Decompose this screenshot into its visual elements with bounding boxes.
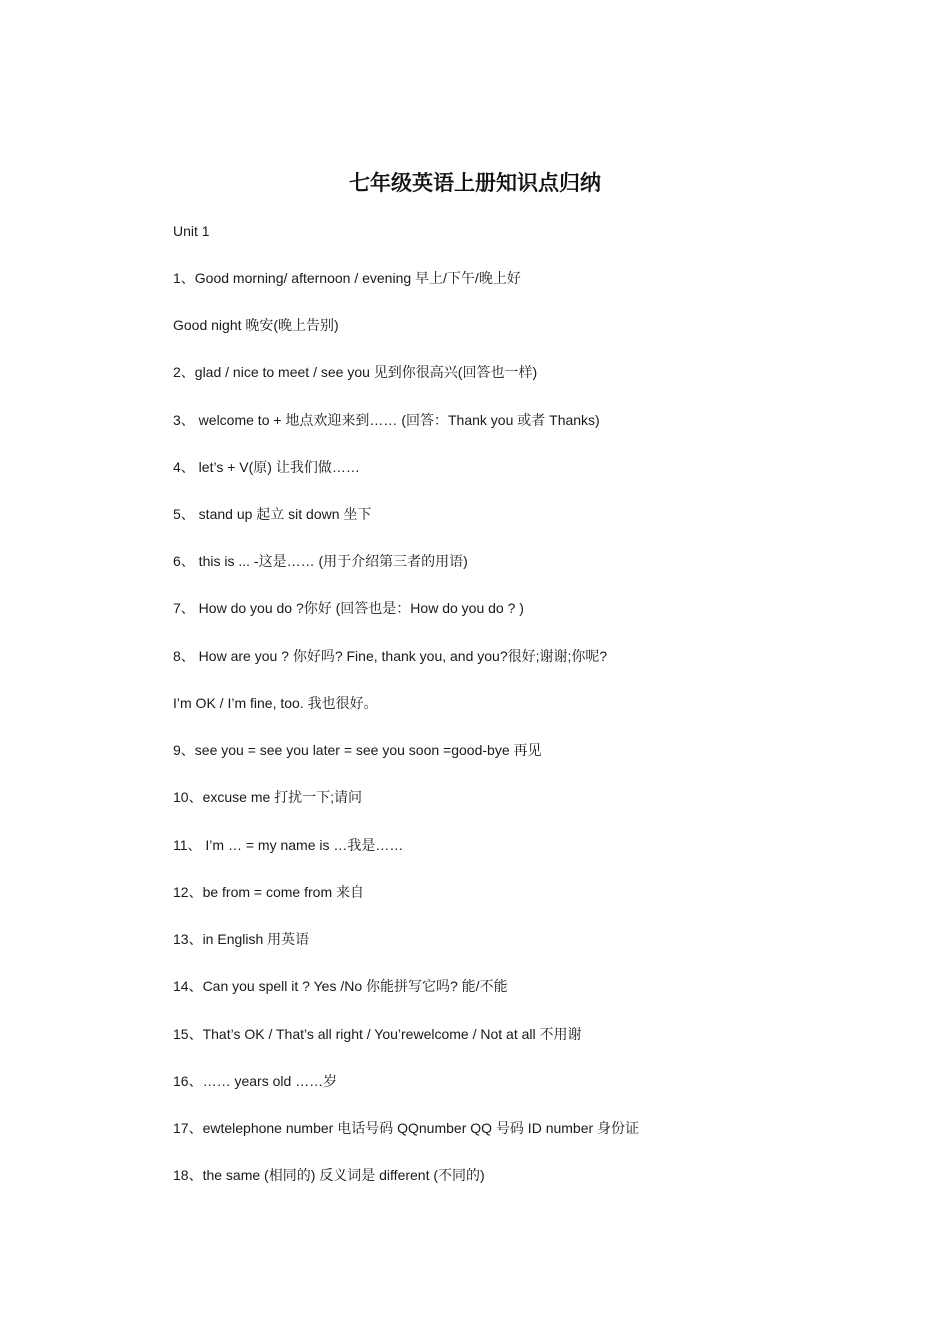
note-line: 15、That’s OK / That’s all right / You’rewelcome / Not at all 不用谢 — [173, 1026, 582, 1042]
note-line: 6、 this is ... -这是…… (用于介绍第三者的用语) — [173, 553, 468, 569]
note-line: 2、glad / nice to meet / see you 见到你很高兴(回答也一样) — [173, 364, 538, 380]
note-line: 13、in English 用英语 — [173, 931, 310, 947]
note-line: 14、Can you spell it ? Yes /No 你能拼写它吗? 能/不能 — [173, 978, 508, 994]
note-line: Good night 晚安(晚上告别) — [173, 317, 339, 333]
note-line: 4、 let’s + V(原) 让我们做…… — [173, 459, 360, 475]
unit-heading: Unit 1 — [173, 223, 210, 239]
note-line: 11、 I’m … = my name is …我是…… — [173, 837, 404, 853]
note-line: I’m OK / I’m fine, too. 我也很好。 — [173, 695, 378, 711]
note-line: 7、 How do you do ?你好 (回答也是：How do you do ? ) — [173, 600, 524, 616]
note-line: 12、be from = come from 来自 — [173, 884, 365, 900]
note-line: 8、 How are you ? 你好吗? Fine, thank you, and you?很好;谢谢;你呢? — [173, 648, 608, 664]
document-title: 七年级英语上册知识点归纳 — [349, 170, 601, 195]
note-line: 3、 welcome to + 地点欢迎来到…… (回答：Thank you 或者 Thanks) — [173, 412, 600, 428]
note-line: 18、the same (相同的) 反义词是 different (不同的) — [173, 1167, 485, 1183]
note-line: 16、…… years old ……岁 — [173, 1073, 338, 1089]
note-line: 17、ewtelephone number 电话号码 QQnumber QQ 号码 ID number 身份证 — [173, 1120, 640, 1136]
note-line: 10、excuse me 打扰一下;请问 — [173, 789, 363, 805]
note-line: 5、 stand up 起立 sit down 坐下 — [173, 506, 372, 522]
note-line: 9、see you = see you later = see you soon =good-bye 再见 — [173, 742, 542, 758]
note-line: 1、Good morning/ afternoon / evening 早上/下午/晚上好 — [173, 270, 521, 286]
